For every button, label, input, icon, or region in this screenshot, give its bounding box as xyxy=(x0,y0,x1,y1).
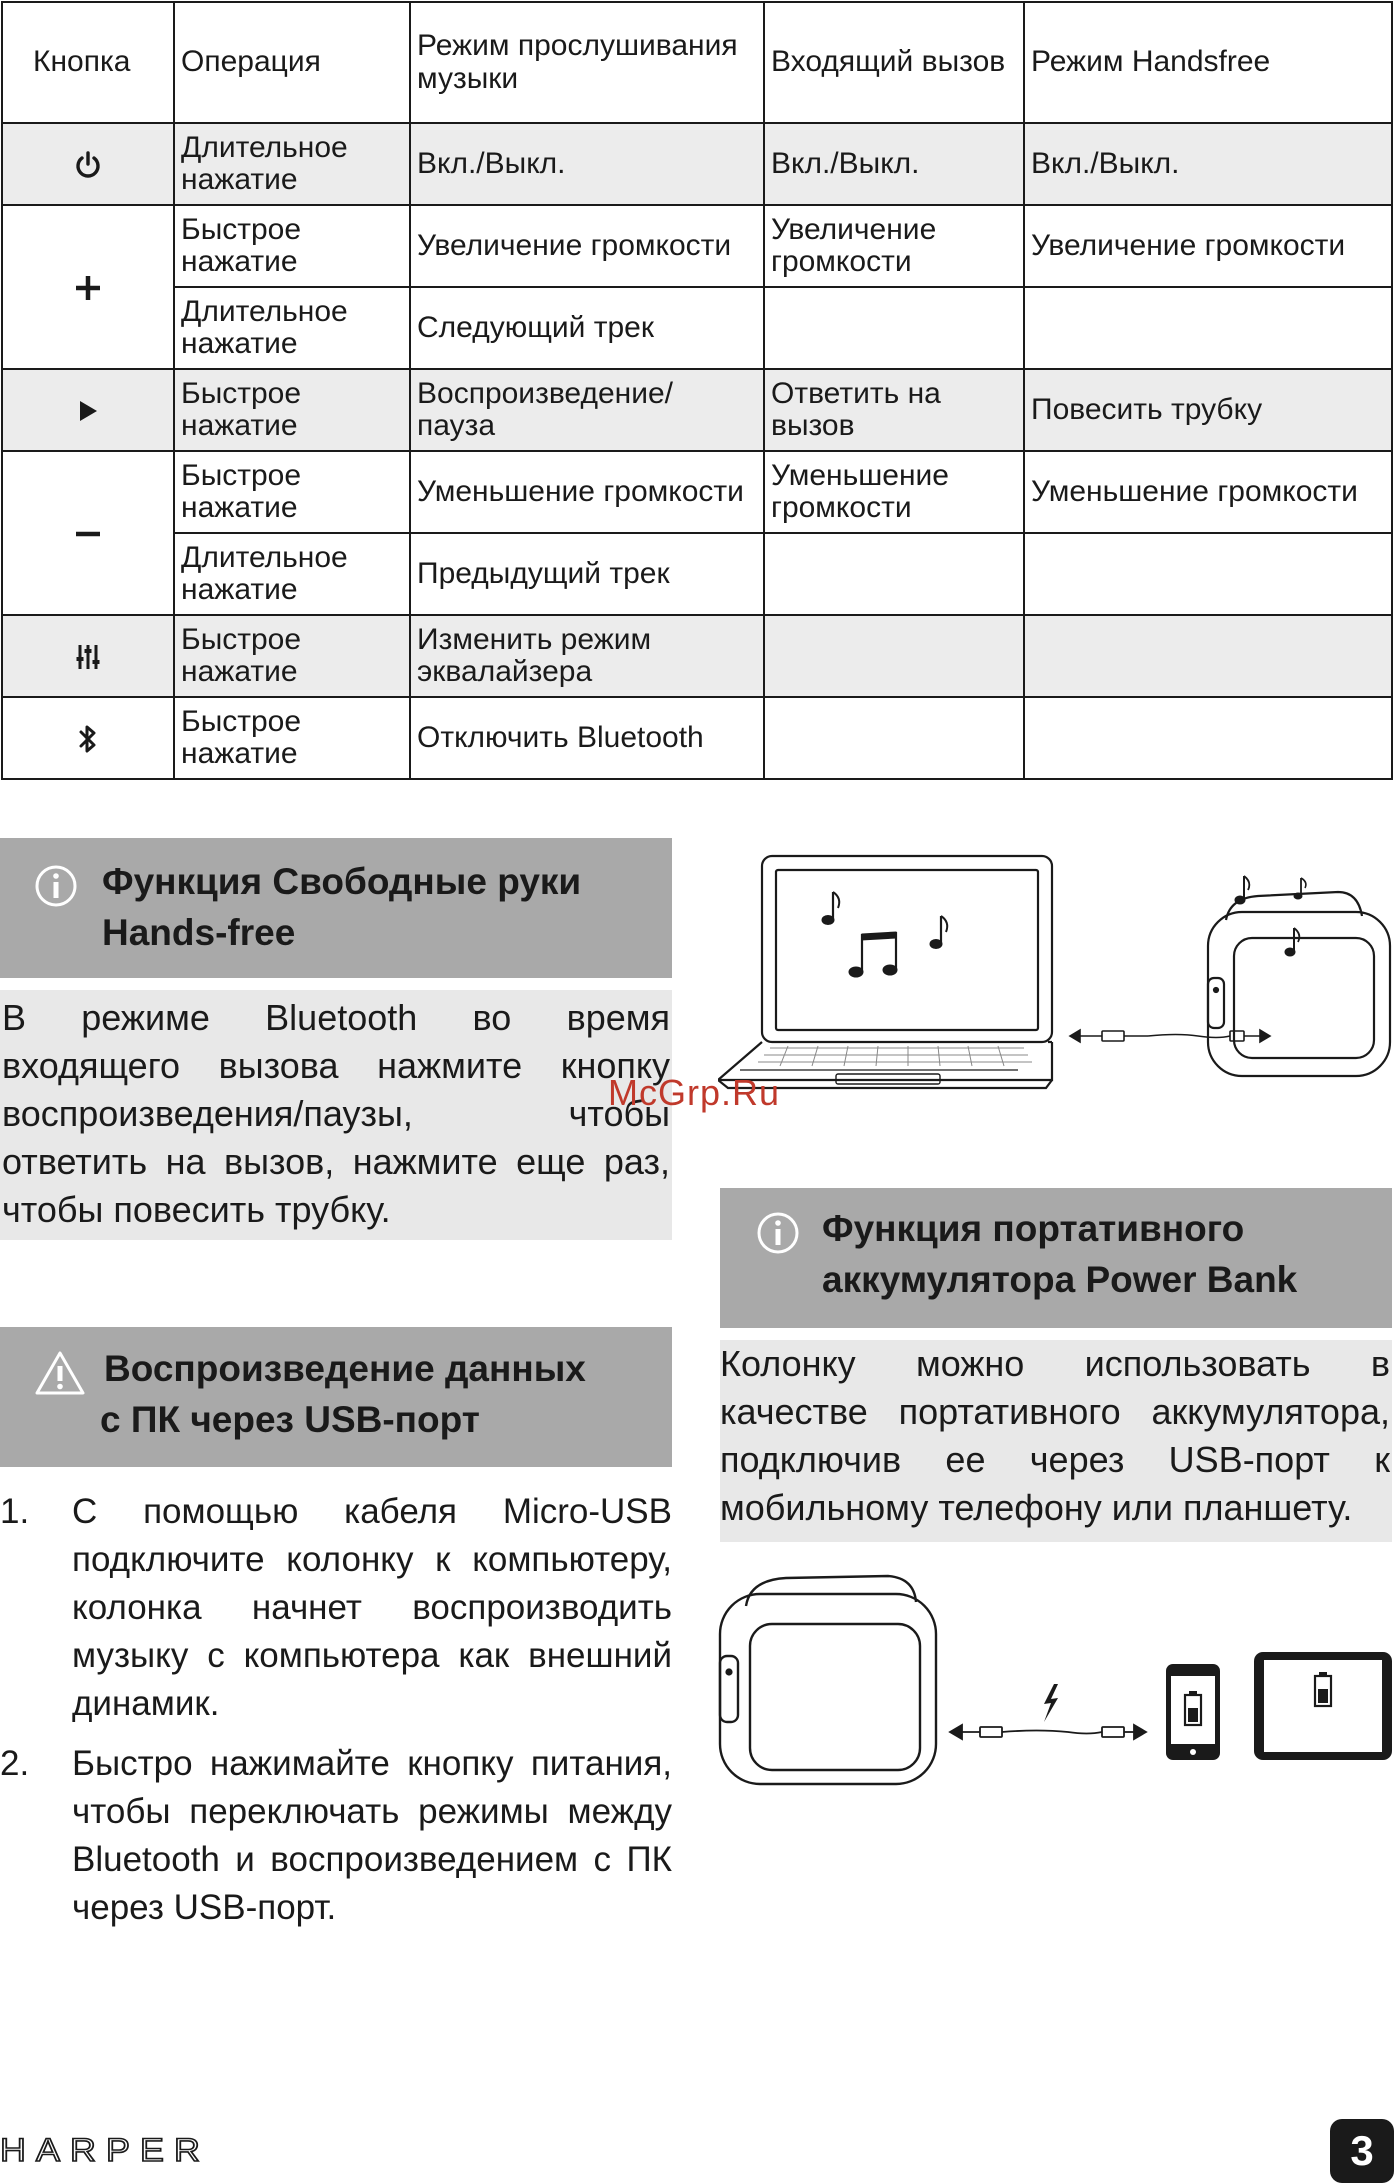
usb-steps-list xyxy=(0,1488,672,1944)
header-music-mode: Режим прослушивания музыки xyxy=(410,2,764,123)
minus-icon xyxy=(74,529,102,539)
operation-cell: Быстрое нажатие xyxy=(174,615,410,697)
music-cell: Вкл./Выкл. xyxy=(410,123,764,205)
music-cell: Отключить Bluetooth xyxy=(410,697,764,779)
laptop-speaker-illustration xyxy=(718,848,1394,1090)
handsfree-cell: Увеличение громкости xyxy=(1024,205,1392,287)
table-row xyxy=(2,287,1392,369)
list-item xyxy=(0,1740,672,1932)
music-cell: Увеличение громкости xyxy=(410,205,764,287)
table-header-row xyxy=(2,2,1392,123)
header-handsfree: Режим Handsfree xyxy=(1024,2,1392,123)
table-row xyxy=(2,369,1392,451)
table-row xyxy=(2,123,1392,205)
speaker-image xyxy=(720,1576,936,1784)
operation-cell: Быстрое нажатие xyxy=(174,205,410,287)
operation-cell: Длительное нажатие xyxy=(174,533,410,615)
usb-cable-icon xyxy=(1070,1030,1270,1042)
operation-cell: Быстрое нажатие xyxy=(174,697,410,779)
call-cell: Вкл./Выкл. xyxy=(764,123,1024,205)
call-cell: Уменьшение громкости xyxy=(764,451,1024,533)
music-notes-icon xyxy=(1235,876,1306,956)
call-cell: Ответить на вызов xyxy=(764,369,1024,451)
button-cell xyxy=(2,205,174,369)
power-icon xyxy=(73,150,103,180)
handsfree-body xyxy=(0,990,672,1240)
header-operation: Операция xyxy=(174,2,410,123)
call-cell: Увеличение громкости xyxy=(764,205,1024,287)
powerbank-title-line1: Функция портативного xyxy=(822,1208,1245,1249)
operation-cell: Быстрое нажатие xyxy=(174,369,410,451)
usb-title-line2: с ПК через USB-порт xyxy=(100,1399,480,1441)
table-row xyxy=(2,697,1392,779)
usb-heading xyxy=(0,1327,672,1467)
brand-logo-text: HARPER xyxy=(0,2133,210,2167)
call-cell xyxy=(764,533,1024,615)
page-number: 3 xyxy=(1330,2119,1394,2183)
handsfree-cell xyxy=(1024,287,1392,369)
music-cell: Следующий трек xyxy=(410,287,764,369)
handsfree-cell: Уменьшение громкости xyxy=(1024,451,1392,533)
charge-bolt-icon xyxy=(1044,1684,1058,1722)
handsfree-heading xyxy=(0,838,672,978)
call-cell xyxy=(764,697,1024,779)
handsfree-cell xyxy=(1024,533,1392,615)
smartphone-image xyxy=(1166,1664,1220,1760)
operation-cell: Быстрое нажатие xyxy=(174,451,410,533)
brand-logo xyxy=(0,2133,214,2172)
call-cell xyxy=(764,287,1024,369)
handsfree-title-line1: Функция Свободные руки xyxy=(102,861,582,902)
powerbank-heading xyxy=(720,1188,1392,1328)
tablet-image xyxy=(1254,1652,1392,1760)
handsfree-title-line2: Hands-free xyxy=(102,912,296,954)
music-cell: Уменьшение громкости xyxy=(410,451,764,533)
table-row xyxy=(2,533,1392,615)
handsfree-text: В режиме Bluetooth во время входящего вызова нажмите кнопку воспроизведения/паузы, чтобы ответить на вызов, нажмите еще раз, чтобы повесить трубку. xyxy=(2,997,670,1230)
step-text: Быстро нажимайте кнопку питания, чтобы переключать режимы между Bluetooth и воспроизведением с ПК через USB-порт. xyxy=(72,1744,672,1927)
powerbank-illustration xyxy=(718,1572,1394,1792)
music-cell: Предыдущий трек xyxy=(410,533,764,615)
step-number: 1. xyxy=(0,1492,30,1531)
list-item xyxy=(0,1488,672,1728)
info-icon xyxy=(32,862,80,910)
music-cell: Изменить режим эквалайзера xyxy=(410,615,764,697)
music-notes-icon xyxy=(822,892,947,977)
brand-logo-image xyxy=(0,2133,214,2167)
button-cell xyxy=(2,615,174,697)
usb-title-line1: Воспроизведение данных xyxy=(104,1348,586,1389)
step-number: 2. xyxy=(0,1744,30,1783)
header-incoming-call: Входящий вызов xyxy=(764,2,1024,123)
powerbank-title-line2: аккумулятора Power Bank xyxy=(822,1259,1298,1301)
speaker-image xyxy=(1208,892,1390,1076)
music-cell: Воспроизведение/ пауза xyxy=(410,369,764,451)
equalizer-icon xyxy=(76,643,100,671)
powerbank-body xyxy=(720,1340,1392,1542)
handsfree-cell xyxy=(1024,697,1392,779)
plus-icon xyxy=(74,274,102,302)
call-cell xyxy=(764,615,1024,697)
button-cell xyxy=(2,697,174,779)
operation-cell: Длительное нажатие xyxy=(174,287,410,369)
button-cell xyxy=(2,123,174,205)
info-icon xyxy=(754,1209,802,1257)
powerbank-text: Колонку можно использовать в качестве портативного аккумулятора, подключив ее через USB-порт к мобильному телефону или планшету. xyxy=(720,1343,1390,1528)
operation-cell: Длительное нажатие xyxy=(174,123,410,205)
handsfree-cell: Вкл./Выкл. xyxy=(1024,123,1392,205)
handsfree-cell: Повесить трубку xyxy=(1024,369,1392,451)
controls-table xyxy=(1,1,1393,780)
button-cell xyxy=(2,369,174,451)
header-button: Кнопка xyxy=(2,2,174,123)
step-text: С помощью кабеля Micro-USB подключите колонку к компьютеру, колонка начнет воспроизводить музыку с компьютера как внешний динамик. xyxy=(72,1492,672,1723)
table-row xyxy=(2,205,1392,287)
table-row xyxy=(2,451,1392,533)
bluetooth-icon xyxy=(78,724,98,754)
play-icon xyxy=(76,399,100,423)
button-cell xyxy=(2,451,174,615)
usb-cable-icon xyxy=(950,1725,1146,1739)
warning-icon xyxy=(34,1349,86,1397)
watermark: McGrp.Ru xyxy=(608,1072,781,1113)
handsfree-cell xyxy=(1024,615,1392,697)
table-row xyxy=(2,615,1392,697)
